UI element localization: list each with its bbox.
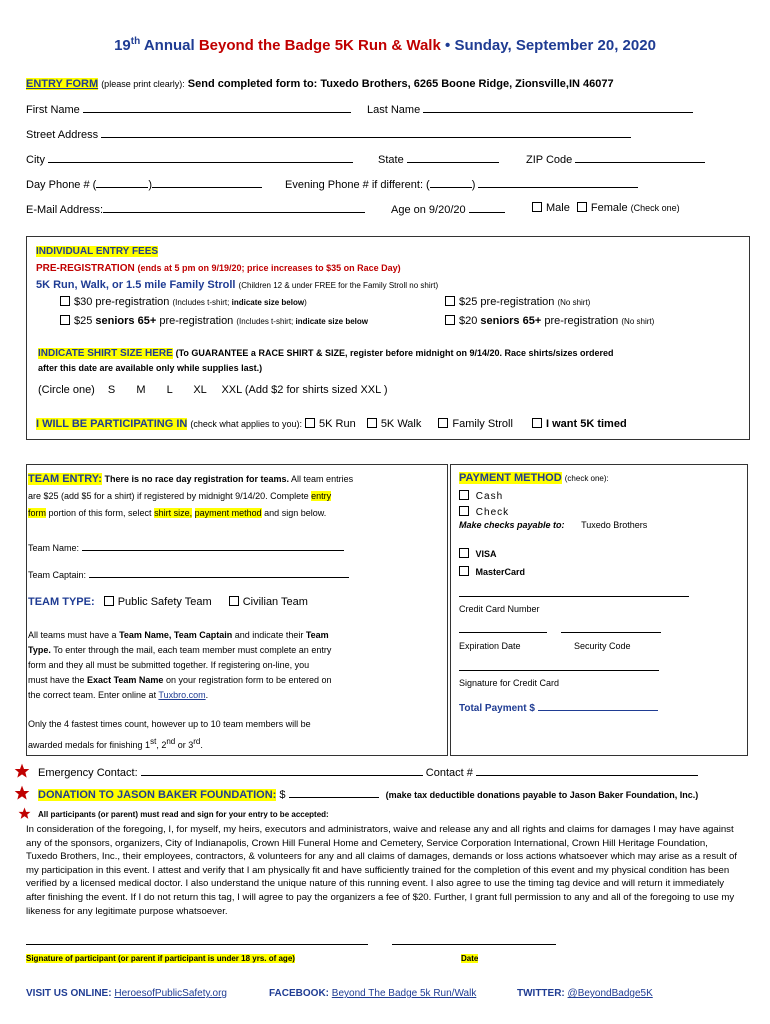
participating-line: I WILL BE PARTICIPATING IN (check what applies to you): 5K Run 5K Walk Family Stroll I want 5K timed [36,418,627,430]
expiration-label: Expiration Date [459,641,521,651]
first-name-field[interactable]: First Name [26,102,351,116]
team-type-line: TEAM TYPE: Public Safety Team Civilian Team [28,596,308,608]
card-signature-line[interactable] [459,670,659,671]
team-captain-field[interactable]: Team Captain: [28,567,349,580]
participant-signature-label: Signature of participant (or parent if participant is under 18 yrs. of age) [26,954,295,963]
entry-form-header: ENTRY FORM (please print clearly): Send completed form to: Tuxedo Brothers, 6265 Boone Ridge, Zionsville,IN 46077 [26,78,614,90]
family-stroll-checkbox[interactable] [438,418,448,428]
5k-run-checkbox[interactable] [305,418,315,428]
evening-phone-field[interactable]: Evening Phone # if different: ( ) [285,177,638,191]
star-icon [14,785,30,801]
fee-option-25[interactable]: $25 pre-registration (No shirt) [445,296,590,308]
waiver-intro: All participants (or parent) must read and sign for your entry to be accepted: [38,810,329,819]
team-medals-note: Only the 4 fastest times count, however up to 10 team members will be awarded medals for finishing 1st, 2nd or 3rd. [28,719,311,750]
5k-walk-checkbox[interactable] [367,418,377,428]
state-field[interactable]: State [378,152,499,166]
check-option[interactable]: Check [459,506,509,518]
footer-twitter: TWITTER: @BeyondBadge5K [517,988,653,999]
donation-field[interactable]: DONATION TO JASON BAKER FOUNDATION: $ (make tax deductible donations payable to Jason Baker Foundation, Inc.) [38,789,699,801]
waiver-text: In consideration of the foregoing, I, for myself, my heirs, executors and administrators, waive and release any and all rights and claims for damages I may have against any of the sponsors, organizers, City of Indianapolis, Crown Hill Funeral Home and Cemetery, Service Corporation International, Crown Hill Heritage Foundation, Tuxedo Brothers, Inc., their employees, contractors, & volunteers for any and all claims of damages, demands or loss actions whatsoever which may arise as a result of my participation in this event. I attest and verify that I am physically fit and have sufficiently trained for the completion of this event and my physical condition has been verified by a licensed medical doctor. I also understand the unique nature of this running event. I also agree to use the timing tag device and will return it immediately after finishing the event. If I do not return this tag, I will agree to pay the organizers a fee of $20. Further, I grant full permission to any and all of the foregoing to use my likeness for any legitimate purpose whatsoever. [26,824,737,917]
public-safety-checkbox[interactable] [104,596,114,606]
star-icon [14,763,30,779]
date-label: Date [461,954,479,963]
email-field[interactable]: E-Mail Address: [26,202,365,216]
card-signature-label: Signature for Credit Card [459,678,560,688]
prereg-line: PRE-REGISTRATION (ends at 5 pm on 9/19/20; price increases to $35 on Race Day) [36,263,401,274]
event-name: Beyond the Badge 5K Run & Walk [198,37,441,54]
5k-timed-checkbox[interactable] [532,418,542,428]
twitter-link[interactable]: @BeyondBadge5K [567,988,653,999]
fees-heading: INDIVIDUAL ENTRY FEES [36,246,159,257]
card-number-label: Credit Card Number [459,604,540,614]
facebook-link[interactable]: Beyond The Badge 5k Run/Walk [331,988,477,999]
security-label: Security Code [574,641,631,651]
civilian-checkbox[interactable] [229,596,239,606]
footer-facebook: FACEBOOK: Beyond The Badge 5k Run/Walk [269,988,477,999]
city-field[interactable]: City [26,152,353,166]
emergency-contact-field[interactable]: Emergency Contact: Contact # [38,765,698,779]
shirt-size-note: after this date are available only while supplies last.) [38,363,263,373]
team-line-2: are $25 (add $5 for a shirt) if registered by midnight 9/14/20. Complete entry [28,491,332,501]
street-address-field[interactable]: Street Address [26,127,631,141]
last-name-field[interactable]: Last Name [367,102,693,116]
gender-options: Male Female (Check one) [532,202,680,214]
page-title: 19th Annual Beyond the Badge 5K Run & Walk • Sunday, September 20, 2020 [114,36,656,54]
age-field[interactable]: Age on 9/20/20 [391,202,505,216]
star-icon [18,807,31,820]
card-number-line[interactable] [459,596,689,597]
footer-visit: VISIT US ONLINE: HeroesofPublicSafety.org [26,988,227,999]
team-rules: All teams must have a Team Name, Team Captain and indicate their Team Type. To enter through the mail, each team member must complete an entry form and they all must be submitted together. If registering on-line, you must have the Exact Team Name on your registration form to be entered on the correct team. Enter online at Tuxbro.com. [28,630,332,700]
tuxbro-link[interactable]: Tuxbro.com [158,690,206,700]
security-line[interactable] [561,632,661,633]
fee-option-30[interactable]: $30 pre-registration (Includes t-shirt; indicate size below) [60,296,307,308]
zip-field[interactable]: ZIP Code [526,152,705,166]
website-link[interactable]: HeroesofPublicSafety.org [114,988,227,999]
team-line-1: TEAM ENTRY: There is no race day registration for teams. All team entries [28,473,354,485]
mastercard-option[interactable]: MasterCard [459,566,525,577]
fee-option-25-senior[interactable]: $25 seniors 65+ pre-registration (Includes t-shirt; indicate size below [60,315,368,327]
expiration-line[interactable] [459,632,547,633]
female-checkbox[interactable] [577,202,587,212]
total-payment[interactable]: Total Payment $ [459,700,658,714]
payment-heading: PAYMENT METHOD (check one): [459,472,609,484]
team-line-3: form portion of this form, select shirt size, payment method and sign below. [28,508,327,518]
options-line: 5K Run, Walk, or 1.5 mile Family Stroll (Children 12 & under FREE for the Family Stroll no shirt) [36,279,439,291]
visa-option[interactable]: VISA [459,548,497,559]
team-name-field[interactable]: Team Name: [28,540,344,553]
date-line[interactable] [392,944,556,945]
payable-note: Make checks payable to: Tuxedo Brothers [459,520,648,530]
fee-option-20-senior[interactable]: $20 seniors 65+ pre-registration (No shirt) [445,315,654,327]
shirt-size-heading: INDICATE SHIRT SIZE HERE (To GUARANTEE a RACE SHIRT & SIZE, register before midnight on 9/14/20. Race shirts/sizes ordered [38,348,614,359]
participant-signature-line[interactable] [26,944,368,945]
shirt-sizes[interactable]: (Circle one) S M L XL XXL (Add $2 for shirts sized XXL ) [38,384,388,396]
cash-option[interactable]: Cash [459,490,503,502]
day-phone-field[interactable]: Day Phone # ( ) [26,177,262,191]
male-checkbox[interactable] [532,202,542,212]
